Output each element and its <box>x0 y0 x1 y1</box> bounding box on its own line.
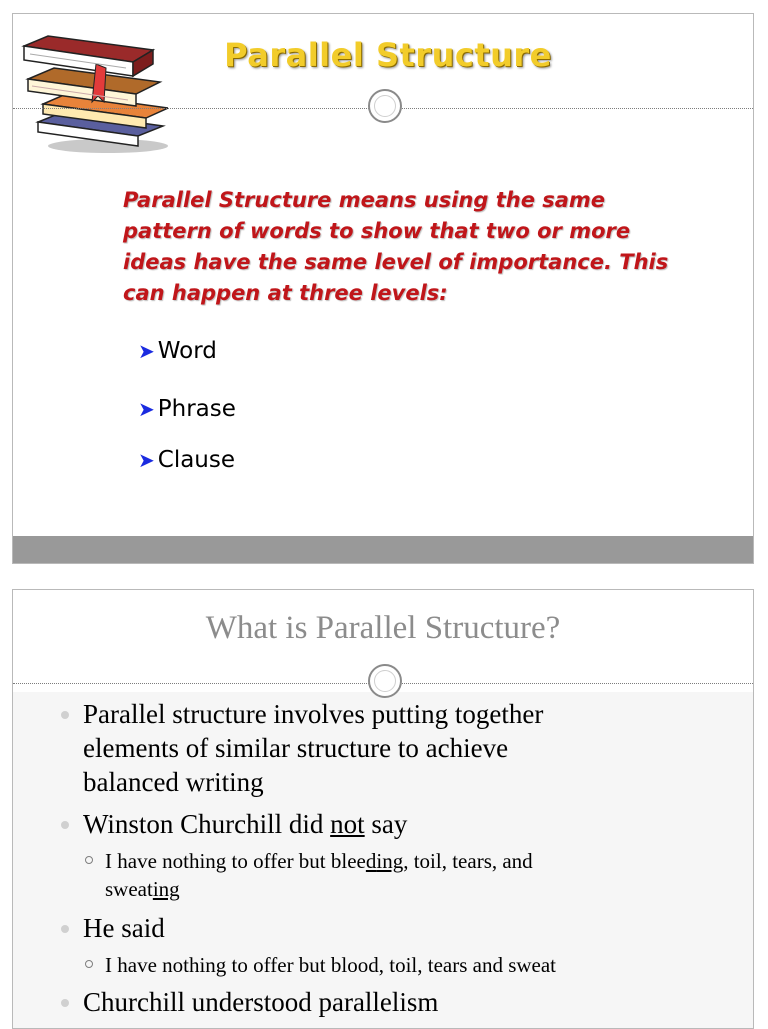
bullet-dot-icon <box>61 711 69 719</box>
list-item <box>138 447 235 473</box>
bullet-dot-icon <box>61 925 69 933</box>
text-run: say <box>364 809 408 839</box>
footer-bar <box>13 536 753 563</box>
underlined-word: not <box>330 809 365 839</box>
text-run: Winston Churchill did <box>83 809 331 839</box>
level-label: Clause <box>157 447 236 473</box>
level-label: Word <box>157 338 217 364</box>
bullet-text <box>83 697 683 799</box>
ring-ornament-icon <box>368 89 402 123</box>
list-item <box>138 338 217 364</box>
text-run: , toil, tears, and <box>403 849 533 873</box>
bullet-line: balanced writing <box>83 767 264 797</box>
underlined-suffix: ing <box>152 877 180 901</box>
text-run: I have nothing to offer but blee <box>105 849 366 873</box>
bullet-text: He said <box>83 913 165 943</box>
arrow-bullet-icon: ➤ <box>138 448 155 472</box>
underlined-text: d <box>365 849 377 873</box>
level-label: Phrase <box>157 396 236 422</box>
slide-what-is-parallel-structure <box>12 589 754 1029</box>
slide-title: Parallel Structure <box>224 36 552 74</box>
bullet-text: Churchill understood parallelism <box>83 987 439 1017</box>
bullet-dot-icon <box>61 821 69 829</box>
bullet-text <box>83 807 683 841</box>
slide-title: What is Parallel Structure? <box>205 610 561 646</box>
definition-text: Parallel Structure means using the same pattern of words to show that two or more ideas have the same level of importance. This can happen at three levels: <box>123 188 669 305</box>
bullet-dot-icon <box>61 999 69 1007</box>
books-clipart-icon <box>18 24 168 154</box>
arrow-bullet-icon: ➤ <box>138 397 155 421</box>
list-item <box>138 396 236 422</box>
bullet-line: elements of similar structure to achieve <box>83 733 509 763</box>
sub-bullet-circle-icon <box>85 856 93 864</box>
ring-ornament-icon <box>368 664 402 698</box>
arrow-bullet-icon: ➤ <box>138 339 155 363</box>
sub-bullet-text: I have nothing to offer but blood, toil, tears and sweat <box>105 953 557 977</box>
slide-parallel-structure <box>12 13 754 564</box>
text-run: sweat <box>105 877 153 901</box>
sub-bullet-text <box>105 847 665 903</box>
underlined-suffix: ing <box>376 849 404 873</box>
sub-bullet-circle-icon <box>85 960 93 968</box>
bullet-line: Parallel structure involves putting together <box>83 699 544 729</box>
